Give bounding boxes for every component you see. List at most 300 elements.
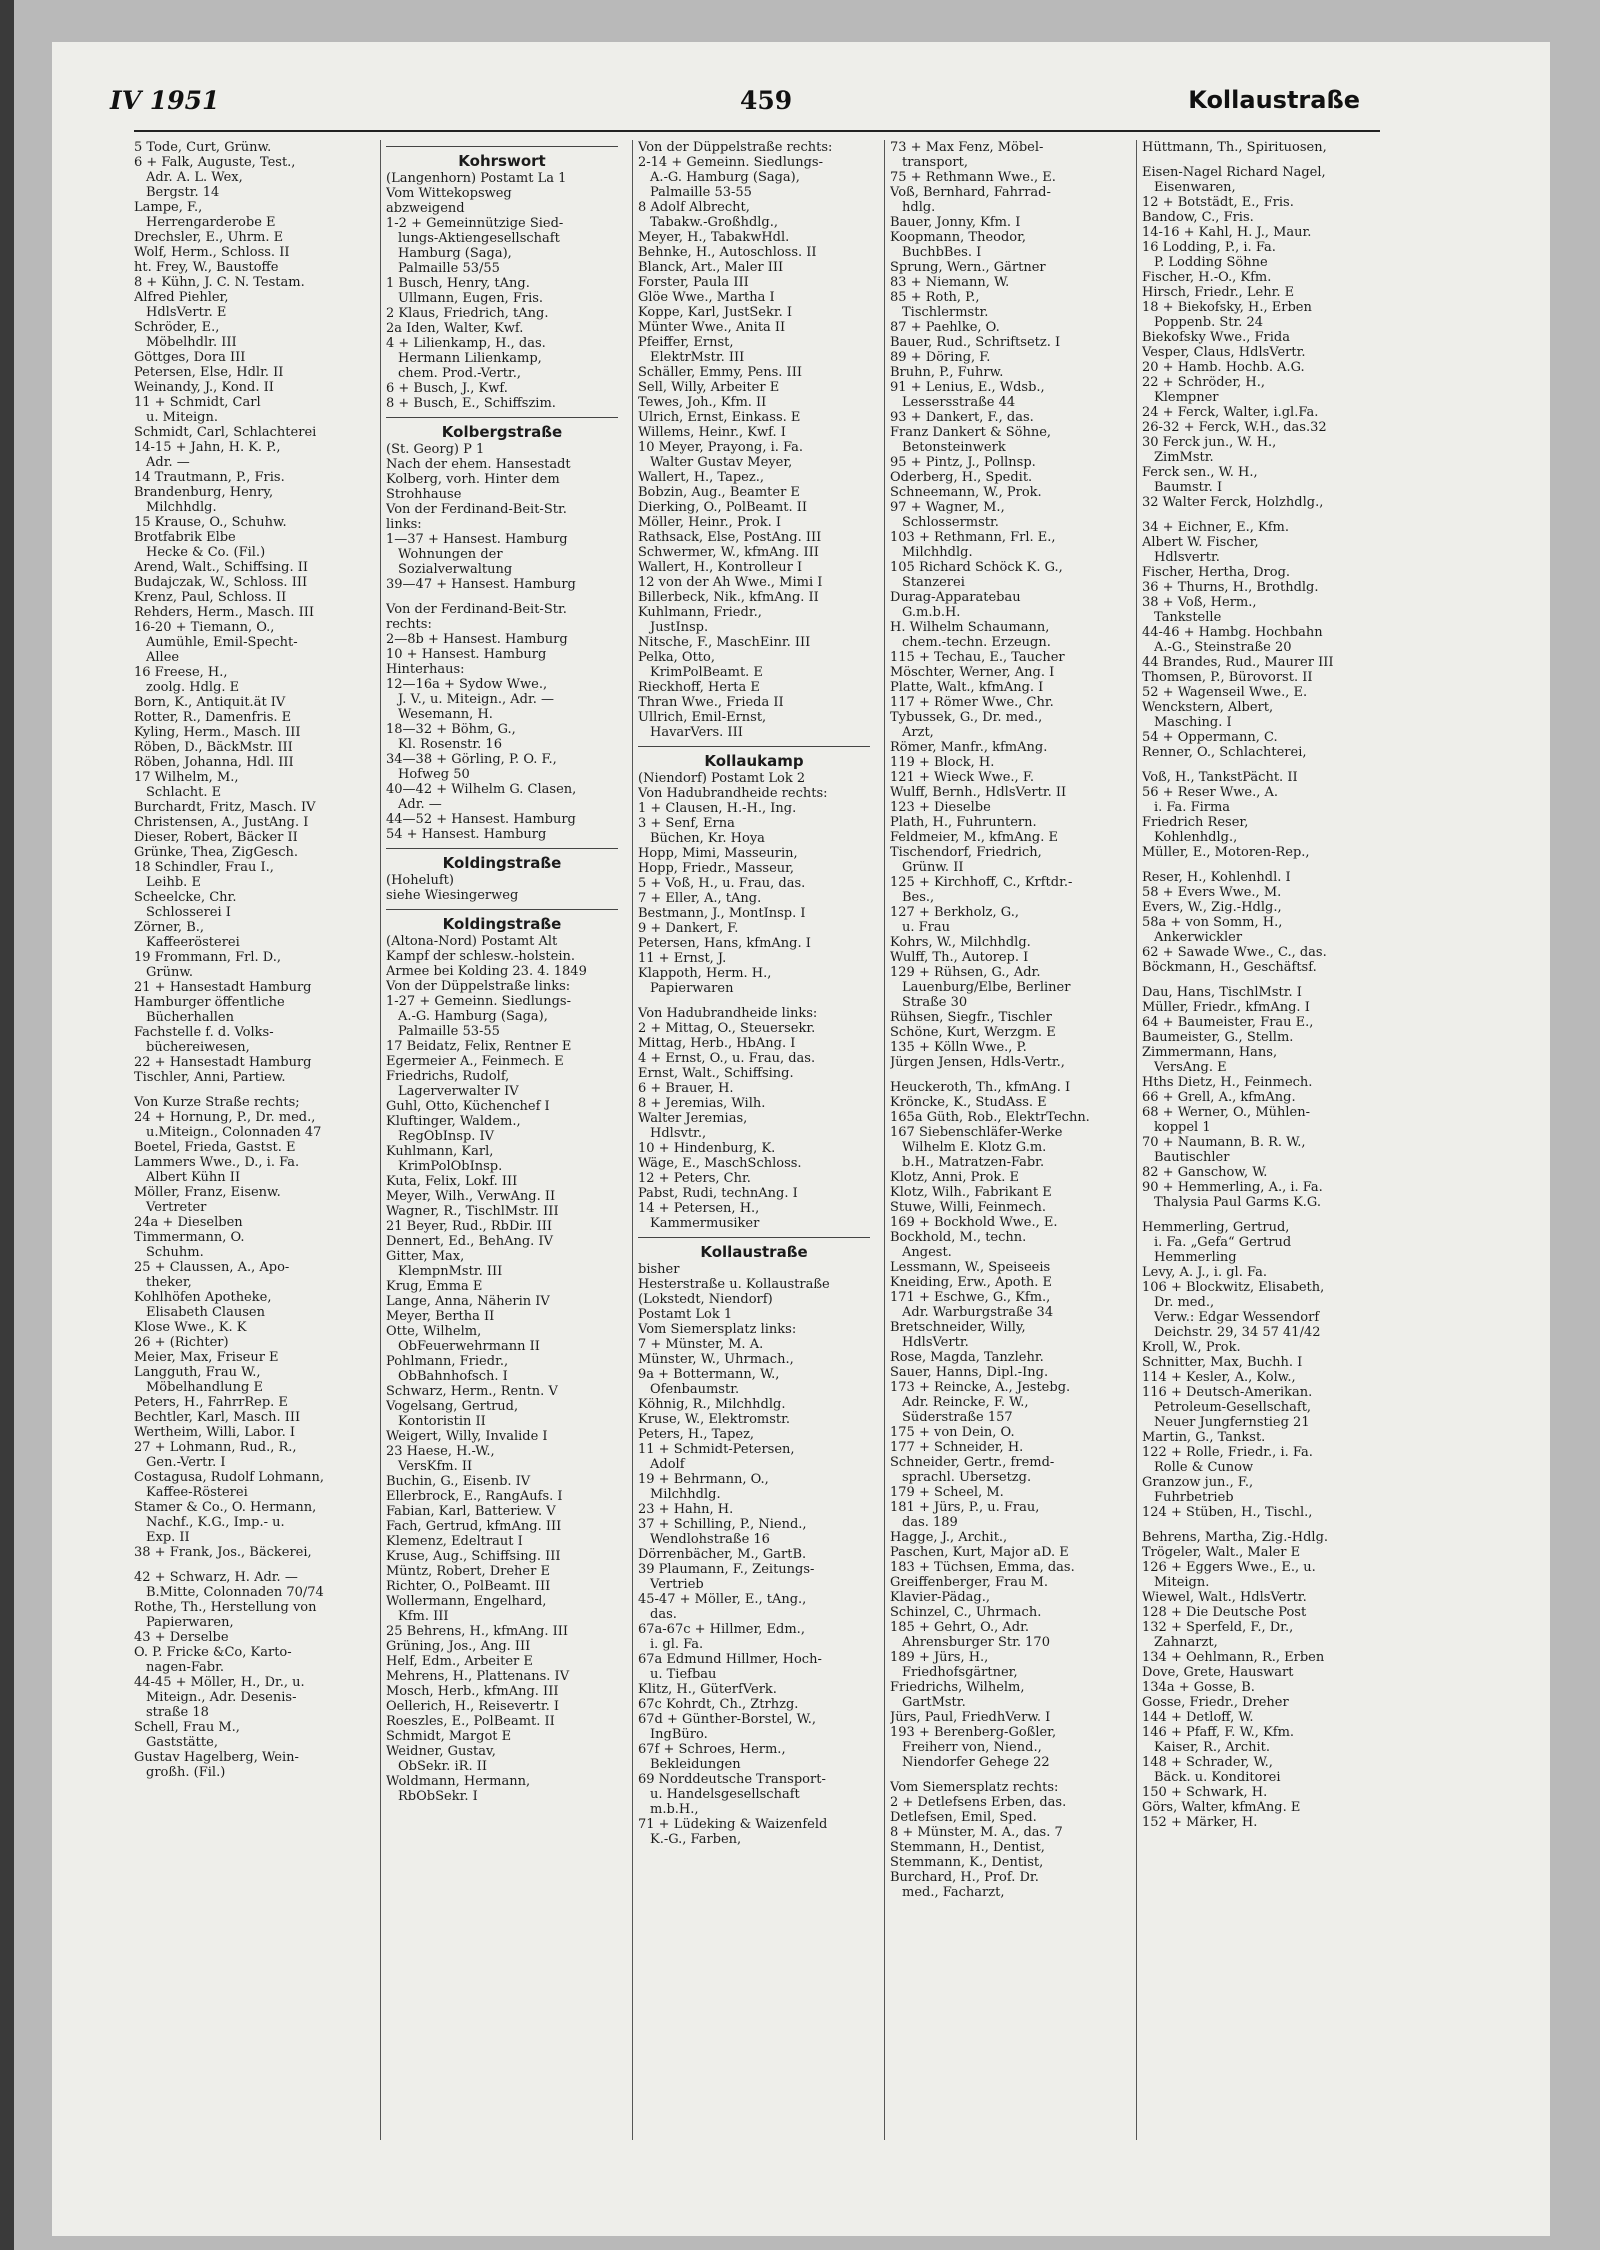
directory-entry: 68 + Werner, O., Mühlen- xyxy=(1142,1105,1310,1120)
directory-entry: Hermann Lilienkamp, xyxy=(398,351,542,366)
directory-entry: 7 + Münster, M. A. xyxy=(638,1337,764,1352)
directory-entry: Adr. Reincke, F. W., xyxy=(902,1395,1029,1410)
directory-entry: Wagner, R., TischlMstr. III xyxy=(386,1204,559,1219)
directory-entry: Arzt, xyxy=(902,725,934,740)
column-2 xyxy=(386,140,618,1804)
directory-entry: Lauenburg/Elbe, Berliner xyxy=(902,980,1071,995)
directory-entry: 69 Norddeutsche Transport- xyxy=(638,1772,826,1787)
directory-entry: Thalysia Paul Garms K.G. xyxy=(1154,1195,1321,1210)
directory-entry: Fach, Gertrud, kfmAng. III xyxy=(386,1519,562,1534)
directory-entry: Granzow jun., F., xyxy=(1142,1475,1254,1490)
directory-entry: 20 + Hamb. Hochb. A.G. xyxy=(1142,360,1305,375)
directory-entry: Greiffenberger, Frau M. xyxy=(890,1575,1048,1590)
directory-entry: 58a + von Somm, H., xyxy=(1142,915,1283,930)
directory-entry: Allee xyxy=(146,650,180,665)
directory-entry: 169 + Bockhold Wwe., E. xyxy=(890,1215,1058,1230)
directory-entry: 134a + Gosse, B. xyxy=(1142,1680,1255,1695)
directory-entry: Dieser, Robert, Bäcker II xyxy=(134,830,298,845)
directory-entry: 135 + Kölln Wwe., P. xyxy=(890,1040,1027,1055)
directory-entry: 14 + Petersen, H., xyxy=(638,1201,760,1216)
directory-entry: Lagerverwalter IV xyxy=(398,1084,519,1099)
directory-entry: Baumstr. I xyxy=(1154,480,1223,495)
directory-entry: Pabst, Rudi, technAng. I xyxy=(638,1186,798,1201)
directory-entry: 10 + Hindenburg, K. xyxy=(638,1141,776,1156)
directory-entry: Thomsen, P., Bürovorst. II xyxy=(1142,670,1313,685)
directory-entry: 144 + Detloff, W. xyxy=(1142,1710,1254,1725)
directory-entry: 83 + Niemann, W. xyxy=(890,275,1010,290)
directory-entry: 12 + Peters, Chr. xyxy=(638,1171,751,1186)
directory-entry: Fischer, Hertha, Drog. xyxy=(1142,565,1291,580)
directory-entry: P. Lodding Söhne xyxy=(1154,255,1268,270)
directory-entry: 95 + Pintz, J., Pollnsp. xyxy=(890,455,1036,470)
directory-entry: 2a Iden, Walter, Kwf. xyxy=(386,321,524,336)
directory-entry: 10 Meyer, Prayong, i. Fa. xyxy=(638,440,804,455)
directory-entry: 6 + Falk, Auguste, Test., xyxy=(134,155,296,170)
directory-entry: Büchen, Kr. Hoya xyxy=(650,831,765,846)
directory-entry: Egermeier A., Feinmech. E xyxy=(386,1054,564,1069)
spacer xyxy=(134,1560,366,1570)
directory-entry: HdlsVertr. xyxy=(902,1335,969,1350)
directory-entry: 62 + Sawade Wwe., C., das. xyxy=(1142,945,1327,960)
directory-entry: Bockhold, M., techn. xyxy=(890,1230,1027,1245)
column-divider xyxy=(380,140,381,2140)
directory-entry: Schmidt, Carl, Schlachterei xyxy=(134,425,317,440)
directory-entry: 9 + Dankert, F. xyxy=(638,921,739,936)
directory-entry: Krenz, Paul, Schloss. II xyxy=(134,590,287,605)
directory-entry: 38 + Voß, Herm., xyxy=(1142,595,1257,610)
directory-entry: 7 + Eller, A., tAng. xyxy=(638,891,762,906)
directory-entry: Kuta, Felix, Lokf. III xyxy=(386,1174,518,1189)
directory-entry: u.Miteign., Colonnaden 47 xyxy=(146,1125,322,1140)
directory-entry: Alfred Piehler, xyxy=(134,290,229,305)
directory-entry: Petroleum-Gesellschaft, xyxy=(1154,1400,1312,1415)
directory-entry: Bücherhallen xyxy=(146,1010,234,1025)
directory-entry: 165a Güth, Rob., ElektrTechn. xyxy=(890,1110,1090,1125)
directory-entry: u. Tiefbau xyxy=(650,1667,717,1682)
directory-entry: Bauer, Jonny, Kfm. I xyxy=(890,215,1021,230)
directory-entry: Tewes, Joh., Kfm. II xyxy=(638,395,767,410)
directory-entry: Stamer & Co., O. Hermann, xyxy=(134,1500,317,1515)
directory-entry: 26 + (Richter) xyxy=(134,1335,229,1350)
directory-entry: Vom Siemersplatz links: xyxy=(638,1322,797,1337)
directory-entry: Schwermer, W., kfmAng. III xyxy=(638,545,819,560)
directory-entry: 6 + Busch, J., Kwf. xyxy=(386,381,508,396)
column-4 xyxy=(890,140,1122,1900)
spacer xyxy=(638,996,870,1006)
directory-entry: Schlossermstr. xyxy=(902,515,999,530)
directory-entry: Bauer, Rud., Schriftsetz. I xyxy=(890,335,1061,350)
directory-entry: u. Handelsgesellschaft xyxy=(650,1787,800,1802)
directory-entry: 11 + Schmidt, Carl xyxy=(134,395,261,410)
directory-entry: Helf, Edm., Arbeiter E xyxy=(386,1654,533,1669)
directory-entry: 122 + Rolle, Friedr., i. Fa. xyxy=(1142,1445,1313,1460)
directory-entry: Wallert, H., Kontrolleur I xyxy=(638,560,803,575)
directory-entry: Schlacht. E xyxy=(146,785,222,800)
directory-entry: hdlg. xyxy=(902,200,936,215)
directory-entry: Straße 30 xyxy=(902,995,968,1010)
directory-entry: Stemmann, K., Dentist, xyxy=(890,1855,1044,1870)
directory-entry: 36 + Thurns, H., Brothdlg. xyxy=(1142,580,1319,595)
directory-entry: Meier, Max, Friseur E xyxy=(134,1350,279,1365)
directory-entry: A.-G. Hamburg (Saga), xyxy=(398,1009,548,1024)
directory-entry: 34—38 + Görling, P. O. F., xyxy=(386,752,557,767)
directory-entry: Gitter, Max, xyxy=(386,1249,465,1264)
directory-entry: Bruhn, P., Fuhrw. xyxy=(890,365,1004,380)
directory-entry: 26-32 + Ferck, W.H., das.32 xyxy=(1142,420,1327,435)
directory-entry: Weidner, Gustav, xyxy=(386,1744,496,1759)
directory-entry: 127 + Berkholz, G., xyxy=(890,905,1019,920)
directory-entry: 115 + Techau, E., Taucher xyxy=(890,650,1065,665)
directory-entry: med., Facharzt, xyxy=(902,1885,1005,1900)
directory-entry: Stuwe, Willi, Feinmech. xyxy=(890,1200,1046,1215)
directory-entry: Hemmerling, Gertrud, xyxy=(1142,1220,1290,1235)
directory-entry: 67c Kohrdt, Ch., Ztrhzg. xyxy=(638,1697,799,1712)
directory-entry: Herrengarderobe E xyxy=(146,215,276,230)
running-title: Kollaustraße xyxy=(1188,86,1360,114)
directory-entry: Hinterhaus: xyxy=(386,662,465,677)
directory-entry: Vogelsang, Gertrud, xyxy=(386,1399,519,1414)
directory-entry: Lessersstraße 44 xyxy=(902,395,1016,410)
directory-entry: Tischendorf, Friedrich, xyxy=(890,845,1042,860)
directory-entry: 12—16a + Sydow Wwe., xyxy=(386,677,548,692)
directory-entry: Forster, Paula III xyxy=(638,275,749,290)
column-3 xyxy=(638,140,870,1847)
directory-entry: Lampe, F., xyxy=(134,200,203,215)
directory-entry: Fuhrbetrieb xyxy=(1154,1490,1234,1505)
directory-entry: Dau, Hans, TischlMstr. I xyxy=(1142,985,1302,1000)
directory-entry: Lange, Anna, Näherin IV xyxy=(386,1294,550,1309)
directory-entry: Müntz, Robert, Dreher E xyxy=(386,1564,550,1579)
directory-entry: 22 + Schröder, H., xyxy=(1142,375,1265,390)
directory-entry: Guhl, Otto, Küchenchef I xyxy=(386,1099,550,1114)
directory-entry: IngBüro. xyxy=(650,1727,708,1742)
directory-entry: Hirsch, Friedr., Lehr. E xyxy=(1142,285,1295,300)
directory-entry: (Niendorf) Postamt Lok 2 xyxy=(638,771,806,786)
directory-entry: 128 + Die Deutsche Post xyxy=(1142,1605,1307,1620)
directory-entry: büchereiwesen, xyxy=(146,1040,250,1055)
directory-entry: 14-15 + Jahn, H. K. P., xyxy=(134,440,281,455)
directory-entry: Adr. — xyxy=(398,797,442,812)
directory-entry: Paschen, Kurt, Major aD. E xyxy=(890,1545,1069,1560)
directory-entry: 132 + Sperfeld, F., Dr., xyxy=(1142,1620,1294,1635)
directory-entry: Kohlhöfen Apotheke, xyxy=(134,1290,272,1305)
directory-entry: 134 + Oehlmann, R., Erben xyxy=(1142,1650,1325,1665)
directory-entry: Wiewel, Walt., HdlsVertr. xyxy=(1142,1590,1307,1605)
directory-entry: Behrens, Martha, Zig.-Hdlg. xyxy=(1142,1530,1329,1545)
directory-entry: i. gl. Fa. xyxy=(650,1637,704,1652)
column-divider xyxy=(1136,140,1137,2140)
directory-entry: 4 + Ernst, O., u. Frau, das. xyxy=(638,1051,816,1066)
directory-entry: 124 + Stüben, H., Tischl., xyxy=(1142,1505,1313,1520)
directory-entry: Hemmerling xyxy=(1154,1250,1237,1265)
directory-entry: 22 + Hansestadt Hamburg xyxy=(134,1055,312,1070)
directory-entry: Gustav Hagelberg, Wein- xyxy=(134,1750,299,1765)
directory-entry: 40—42 + Wilhelm G. Clasen, xyxy=(386,782,577,797)
directory-entry: sprachl. Übersetzg. xyxy=(902,1470,1032,1485)
spacer xyxy=(1142,1520,1374,1530)
directory-entry: Adolf xyxy=(650,1457,685,1472)
directory-entry: JustInsp. xyxy=(650,620,709,635)
directory-entry: 44-45 + Möller, H., Dr., u. xyxy=(134,1675,305,1690)
directory-entry: Schell, Frau M., xyxy=(134,1720,240,1735)
directory-entry: Hamburg (Saga), xyxy=(398,246,512,261)
directory-entry: B.Mitte, Colonnaden 70/74 xyxy=(146,1585,324,1600)
directory-entry: Müller, E., Motoren-Rep., xyxy=(1142,845,1310,860)
directory-entry: Adr. Warburgstraße 34 xyxy=(902,1305,1054,1320)
directory-entry: Rose, Magda, Tanzlehr. xyxy=(890,1350,1044,1365)
directory-entry: ObFeuerwehrmann II xyxy=(398,1339,540,1354)
directory-entry: 2—8b + Hansest. Hamburg xyxy=(386,632,568,647)
directory-entry: Klotz, Wilh., Fabrikant E xyxy=(890,1185,1052,1200)
directory-entry: G.m.b.H. xyxy=(902,605,961,620)
directory-entry: links: xyxy=(386,517,422,532)
directory-entry: Neuer Jungfernstieg 21 xyxy=(1154,1415,1310,1430)
directory-entry: Otte, Wilhelm, xyxy=(386,1324,482,1339)
directory-entry: u. Miteign. xyxy=(146,410,219,425)
spacer xyxy=(386,592,618,602)
directory-entry: Voß, H., TankstPächt. II xyxy=(1142,770,1298,785)
directory-entry: 16 Lodding, P., i. Fa. xyxy=(1142,240,1276,255)
directory-entry: Von Hadubrandheide rechts: xyxy=(638,786,828,801)
directory-entry: Palmaille 53/55 xyxy=(398,261,500,276)
directory-entry: Kontoristin II xyxy=(398,1414,486,1429)
directory-entry: Papierwaren xyxy=(650,981,734,996)
directory-entry: 2 + Mittag, O., Steuersekr. xyxy=(638,1021,816,1036)
directory-entry: 91 + Lenius, E., Wdsb., xyxy=(890,380,1045,395)
header-rule xyxy=(134,130,1380,132)
directory-entry: Kneiding, Erw., Apoth. E xyxy=(890,1275,1052,1290)
column-5 xyxy=(1142,140,1374,1830)
directory-entry: Schröder, E., xyxy=(134,320,220,335)
directory-entry: 5 Tode, Curt, Grünw. xyxy=(134,140,272,155)
directory-entry: Bäck. u. Konditorei xyxy=(1154,1770,1281,1785)
directory-entry: Pelka, Otto, xyxy=(638,650,715,665)
directory-entry: Verw.: Edgar Wessendorf xyxy=(1154,1310,1320,1325)
directory-entry: Franz Dankert & Söhne, xyxy=(890,425,1052,440)
directory-entry: Klemenz, Edeltraut I xyxy=(386,1534,523,1549)
directory-entry: 67f + Schroes, Herm., xyxy=(638,1742,786,1757)
directory-entry: 54 + Hansest. Hamburg xyxy=(386,827,547,842)
directory-entry: 129 + Rühsen, G., Adr. xyxy=(890,965,1041,980)
directory-entry: Von der Ferdinand-Beit-Str. xyxy=(386,502,567,517)
directory-entry: RbObSekr. I xyxy=(398,1789,478,1804)
page-header xyxy=(110,86,1360,126)
directory-entry: Klappoth, Herm. H., xyxy=(638,966,772,981)
directory-entry: 66 + Grell, A., kfmAng. xyxy=(1142,1090,1296,1105)
directory-entry: (Langenhorn) Postamt La 1 xyxy=(386,171,567,186)
directory-entry: 24a + Dieselben xyxy=(134,1215,243,1230)
directory-entry: Exp. II xyxy=(146,1530,190,1545)
directory-entry: 2-14 + Gemeinn. Siedlungs- xyxy=(638,155,823,170)
directory-entry: Klotz, Anni, Prok. E xyxy=(890,1170,1020,1185)
directory-entry: Deichstr. 29, 34 57 41/42 xyxy=(1154,1325,1321,1340)
directory-entry: Angest. xyxy=(902,1245,952,1260)
directory-entry: Dennert, Ed., BehAng. IV xyxy=(386,1234,553,1249)
directory-entry: Walter Jeremias, xyxy=(638,1111,748,1126)
directory-entry: Blanck, Art., Maler III xyxy=(638,260,784,275)
directory-entry: Kaffeerösterei xyxy=(146,935,240,950)
directory-entry: Rothe, Th., Herstellung von xyxy=(134,1600,317,1615)
directory-entry: Lessmann, W., Speiseeis xyxy=(890,1260,1051,1275)
directory-entry: Peters, H., Tapez, xyxy=(638,1427,755,1442)
directory-entry: O. P. Fricke &Co, Karto- xyxy=(134,1645,292,1660)
directory-entry: Adr. A. L. Wex, xyxy=(146,170,243,185)
directory-entry: 1 Busch, Henry, tAng. xyxy=(386,276,530,291)
directory-entry: Kl. Rosenstr. 16 xyxy=(398,737,502,752)
directory-entry: Kaiser, R., Archit. xyxy=(1154,1740,1270,1755)
directory-entry: Klavier-Pädag., xyxy=(890,1590,990,1605)
directory-entry: Evers, W., Zig.-Hdlg., xyxy=(1142,900,1282,915)
directory-entry: 24 + Ferck, Walter, i.gl.Fa. xyxy=(1142,405,1319,420)
directory-entry: Ulrich, Ernst, Einkass. E xyxy=(638,410,801,425)
column-divider xyxy=(884,140,885,2140)
directory-entry: Zörner, B., xyxy=(134,920,205,935)
directory-entry: Kohrs, W., Milchhdlg. xyxy=(890,935,1031,950)
directory-entry: Milchhdlg. xyxy=(146,500,217,515)
directory-entry: Lammers Wwe., D., i. Fa. xyxy=(134,1155,300,1170)
directory-entry: 44 Brandes, Rud., Maurer III xyxy=(1142,655,1334,670)
directory-entry: Stemmann, H., Dentist, xyxy=(890,1840,1045,1855)
directory-entry: VersKfm. II xyxy=(398,1459,473,1474)
directory-entry: 85 + Roth, P., xyxy=(890,290,980,305)
directory-entry: Ullrich, Emil-Ernst, xyxy=(638,710,767,725)
directory-entry: Müller, Friedr., kfmAng. I xyxy=(1142,1000,1310,1015)
directory-entry: 90 + Hemmerling, A., i. Fa. xyxy=(1142,1180,1323,1195)
column-1 xyxy=(134,140,366,1780)
directory-entry: 2 Klaus, Friedrich, tAng. xyxy=(386,306,549,321)
directory-entry: Möbelhdlr. III xyxy=(146,335,237,350)
directory-entry: Römer, Manfr., kfmAng. xyxy=(890,740,1048,755)
directory-entry: Vesper, Claus, HdlsVertr. xyxy=(1142,345,1306,360)
directory-entry: Martin, G., Tankst. xyxy=(1142,1430,1266,1445)
directory-entry: Papierwaren, xyxy=(146,1615,234,1630)
directory-entry: Rolle & Cunow xyxy=(1154,1460,1254,1475)
directory-entry: Von der Düppelstraße links: xyxy=(386,979,571,994)
directory-entry: Oderberg, H., Spedit. xyxy=(890,470,1033,485)
directory-entry: (Lokstedt, Niendorf) xyxy=(638,1292,773,1307)
directory-entry: J. V., u. Miteign., Adr. — xyxy=(398,692,555,707)
directory-entry: bisher xyxy=(638,1262,680,1277)
directory-entry: Meyer, Wilh., VerwAng. II xyxy=(386,1189,556,1204)
directory-entry: 8 Adolf Albrecht, xyxy=(638,200,750,215)
directory-entry: 15 Krause, O., Schuhw. xyxy=(134,515,287,530)
directory-entry: 10 + Hansest. Hamburg xyxy=(386,647,547,662)
directory-entry: Christensen, A., JustAng. I xyxy=(134,815,309,830)
directory-entry: Rotter, R., Damenfris. E xyxy=(134,710,292,725)
directory-entry: K.-G., Farben, xyxy=(650,1832,742,1847)
directory-entry: Hdlsvertr. xyxy=(1154,550,1220,565)
directory-entry: Kuhlmann, Karl, xyxy=(386,1144,494,1159)
directory-entry: Kroll, W., Prok. xyxy=(1142,1340,1241,1355)
directory-entry: HavarVers. III xyxy=(650,725,743,740)
directory-entry: Stanzerei xyxy=(902,575,965,590)
street-heading: Kohrswort xyxy=(386,146,618,171)
directory-entry: HdlsVertr. E xyxy=(146,305,227,320)
directory-entry: Buchin, G., Eisenb. IV xyxy=(386,1474,531,1489)
directory-entry: Vertreter xyxy=(146,1200,207,1215)
directory-entry: 179 + Scheel, M. xyxy=(890,1485,1004,1500)
directory-entry: Grünw. xyxy=(146,965,194,980)
directory-entry: 171 + Eschwe, G., Kfm., xyxy=(890,1290,1051,1305)
directory-entry: Wenckstern, Albert, xyxy=(1142,700,1274,715)
directory-entry: Nachf., K.G., Imp.- u. xyxy=(146,1515,285,1530)
directory-entry: Hopp, Friedr., Masseur, xyxy=(638,861,795,876)
directory-entry: Möbelhandlung E xyxy=(146,1380,263,1395)
directory-entry: Timmermann, O. xyxy=(134,1230,245,1245)
directory-entry: Vom Wittekopsweg xyxy=(386,186,512,201)
directory-entry: 105 Richard Schöck K. G., xyxy=(890,560,1063,575)
directory-entry: 21 Beyer, Rud., RbDir. III xyxy=(386,1219,553,1234)
directory-entry: ht. Frey, W., Baustoffe xyxy=(134,260,279,275)
directory-entry: Leihb. E xyxy=(146,875,201,890)
directory-entry: 181 + Jürs, P., u. Frau, xyxy=(890,1500,1040,1515)
directory-entry: Plath, H., Fuhruntern. xyxy=(890,815,1037,830)
directory-entry: chem. Prod.-Vertr., xyxy=(398,366,522,381)
spacer xyxy=(1142,975,1374,985)
spacer xyxy=(1142,155,1374,165)
directory-entry: Elisabeth Clausen xyxy=(146,1305,265,1320)
directory-entry: Postamt Lok 1 xyxy=(638,1307,733,1322)
directory-entry: Bes., xyxy=(902,890,935,905)
directory-entry: Petersen, Hans, kfmAng. I xyxy=(638,936,811,951)
directory-entry: Bergstr. 14 xyxy=(146,185,220,200)
directory-entry: 70 + Naumann, B. R. W., xyxy=(1142,1135,1306,1150)
directory-entry: 106 + Blockwitz, Elisabeth, xyxy=(1142,1280,1325,1295)
directory-entry: Schöne, Kurt, Werzgm. E xyxy=(890,1025,1056,1040)
directory-entry: Biekofsky Wwe., Frida xyxy=(1142,330,1290,345)
directory-entry: Schlosserei I xyxy=(146,905,231,920)
directory-entry: 23 Haese, H.-W., xyxy=(386,1444,495,1459)
directory-entry: Röben, Johanna, Hdl. III xyxy=(134,755,294,770)
directory-entry: 125 + Kirchhoff, C., Krftdr.- xyxy=(890,875,1073,890)
directory-entry: Wolf, Herm., Schloss. II xyxy=(134,245,290,260)
directory-entry: 3 + Senf, Erna xyxy=(638,816,735,831)
directory-entry: Kruse, Aug., Schiffsing. III xyxy=(386,1549,561,1564)
directory-entry: 103 + Rethmann, Frl. E., xyxy=(890,530,1056,545)
directory-entry: Detlefsen, Emil, Sped. xyxy=(890,1810,1037,1825)
directory-entry: Bretschneider, Willy, xyxy=(890,1320,1026,1335)
directory-entry: ElektrMstr. III xyxy=(650,350,745,365)
directory-entry: transport, xyxy=(902,155,968,170)
directory-entry: 14 Trautmann, P., Fris. xyxy=(134,470,285,485)
directory-entry: 12 + Botstädt, E., Fris. xyxy=(1142,195,1294,210)
directory-entry: Petersen, Else, Hdlr. II xyxy=(134,365,284,380)
directory-entry: GartMstr. xyxy=(902,1695,966,1710)
directory-entry: Adr. — xyxy=(146,455,190,470)
directory-entry: 185 + Gehrt, O., Adr. xyxy=(890,1620,1030,1635)
directory-entry: Kampf der schlesw.-holstein. xyxy=(386,949,575,964)
directory-entry: Hüttmann, Th., Spirituosen, xyxy=(1142,140,1327,155)
directory-entry: Armee bei Kolding 23. 4. 1849 xyxy=(386,964,587,979)
directory-entry: VersAng. E xyxy=(1154,1060,1227,1075)
directory-entry: 87 + Paehlke, O. xyxy=(890,320,1000,335)
directory-entry: Kammermusiker xyxy=(650,1216,760,1231)
directory-entry: Milchhdlg. xyxy=(650,1487,721,1502)
directory-entry: i. Fa. „Gefa“ Gertrud xyxy=(1154,1235,1292,1250)
directory-entry: Thran Wwe., Frieda II xyxy=(638,695,784,710)
directory-entry: Sell, Willy, Arbeiter E xyxy=(638,380,780,395)
directory-entry: Münster, W., Uhrmach., xyxy=(638,1352,794,1367)
directory-entry: Tischlermstr. xyxy=(902,305,989,320)
directory-entry: Friedrichs, Wilhelm, xyxy=(890,1680,1025,1695)
directory-entry: m.b.H., xyxy=(650,1802,699,1817)
directory-entry: Grünke, Thea, ZigGesch. xyxy=(134,845,298,860)
directory-entry: 1—37 + Hansest. Hamburg xyxy=(386,532,568,547)
directory-entry: Möschter, Werner, Ang. I xyxy=(890,665,1055,680)
directory-entry: BuchbBes. I xyxy=(902,245,982,260)
directory-entry: Born, K., Antiquit.ät IV xyxy=(134,695,286,710)
directory-entry: Tybussek, G., Dr. med., xyxy=(890,710,1043,725)
